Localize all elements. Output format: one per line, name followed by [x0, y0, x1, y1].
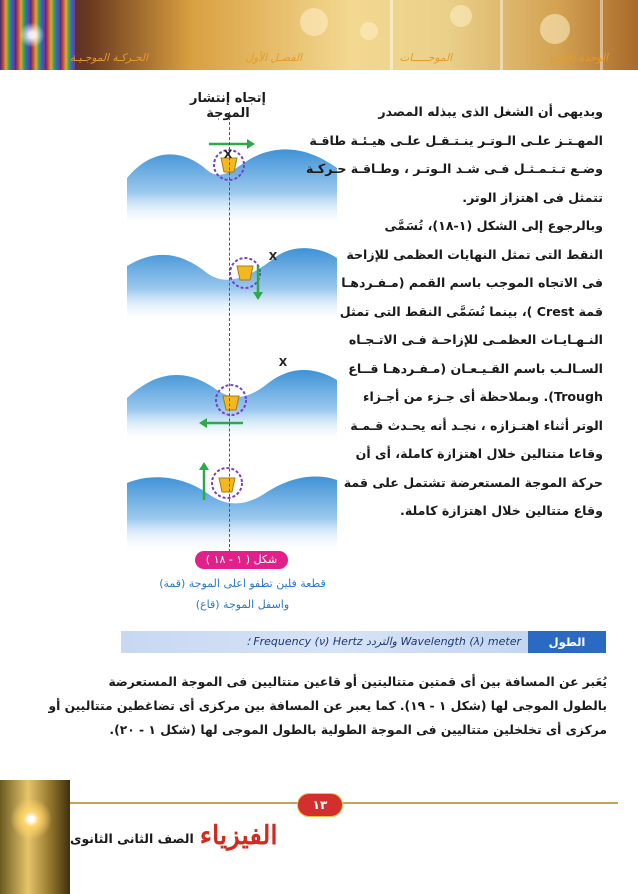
paragraph-line: فى الاتجاه الموجب باسم القمم (مـفـردهـا	[341, 275, 603, 290]
footer-title	[70, 815, 278, 851]
paragraph-line: الوتر أثناء اهتـزازه ، نجـد أنه يحـدث قـمـة	[350, 417, 603, 433]
figure-caption-line-2: واسفل الموجة (قاع)	[195, 598, 290, 611]
section-heading-terms: Wavelength (λ) meter والتردد Frequency (ν) Hertz ؛	[246, 635, 521, 648]
bokeh-decoration	[540, 14, 570, 44]
paragraph-line: النـهـايـات العظمـى للإزاحـة فـى الاتـجـاه	[348, 332, 603, 347]
cork-4	[212, 468, 242, 498]
subject-title: الفيزياء	[199, 821, 278, 851]
marker-x: X	[268, 250, 278, 263]
paragraph-line: وقاع متتالين خلال اهتزازة كاملة.	[400, 503, 603, 518]
paragraph-line: Trough). وبملاحظة أى جـزء من أجـزاء	[363, 389, 603, 404]
section-heading-label-block	[528, 631, 606, 671]
bokeh-decoration	[450, 5, 472, 27]
paragraph-line: وبديهى أن الشغل الذى يبذله المصدر	[378, 104, 603, 119]
bokeh-decoration	[300, 8, 328, 36]
paragraph-line: وقاعا متتالين خلال اهتزازة كاملة، أى أن	[355, 446, 603, 461]
breadcrumb-unit: الوحدة الأولى	[549, 52, 608, 64]
marker-x: X	[223, 148, 233, 161]
definition-paragraph	[48, 670, 607, 742]
paragraph-line: وضـع تـتـمـثـل فـى شـد الـوتـر ، وطـاقـة حـركـة	[305, 161, 603, 176]
page-number: ١٣	[297, 793, 343, 817]
marker-x: X	[278, 356, 288, 369]
breadcrumb-section: الحـركـة الموجـيـة	[70, 52, 148, 64]
figure-number-badge: شكل ( ١ - ١٨ )	[195, 551, 288, 569]
body-paragraph	[305, 98, 603, 526]
breadcrumb	[0, 47, 638, 69]
figure-caption-line-1: قطعة فلين تطفو اعلى الموجة (قمة)	[159, 577, 326, 590]
wave-panel-2	[127, 248, 337, 323]
footer-rule	[70, 802, 618, 804]
paragraph-line: يُعَبر عن المسافة بين أى قمتين متتاليتين أو قاعين متتاليين فى الموجة المستعرضة	[108, 675, 607, 689]
paragraph-line: حركة الموجة المستعرضة تشتمل على قمة	[343, 474, 603, 490]
breadcrumb-chapter: الفصـل الأول	[245, 52, 302, 64]
section-heading-label: الطول الموجى	[545, 635, 589, 671]
paragraph-line: وبالرجوع إلى الشكل (١-١٨)، تُسَمَّى	[384, 218, 603, 233]
footer-glint	[10, 798, 52, 840]
grade-label: الصف الثانى الثانوى	[70, 831, 194, 846]
paragraph-line: النقط التى تمثل النهايات العظمى للإزاحة	[346, 246, 603, 262]
footer-decoration	[0, 780, 70, 894]
paragraph-line: بالطول الموجى لها (شكل ١ - ١٩). كما يعبر عن المسافة بين مركزى أى تضاغطين متتاليين أو	[48, 699, 607, 713]
paragraph-line: قمة Crest )، بينما تُسَمَّى النقط التى تمثل	[339, 303, 603, 319]
section-heading-bar	[121, 631, 606, 671]
header-banner	[0, 0, 638, 70]
figure-title: إتجاه إنتشار الموجة	[189, 91, 267, 121]
paragraph-line: المهـتـز علـى الـوتـر ينـتـقـل علـى هيـئـة طاقـة	[309, 132, 603, 148]
paragraph-line: تتمثل فى اهتزاز الوتر.	[462, 189, 603, 205]
breadcrumb-topic: الموجـــــات	[399, 52, 453, 64]
bokeh-decoration	[360, 22, 378, 40]
paragraph-line: السـالـب باسم القـيـعـان (مـفـردهـا قــاع	[348, 360, 603, 376]
paragraph-line: مركزى أى تخلخلين متتاليين فى الموجة الطولية بالطول الموجى لها (شكل ١ - ٢٠).	[109, 723, 607, 737]
reference-dashed-line	[229, 112, 230, 552]
